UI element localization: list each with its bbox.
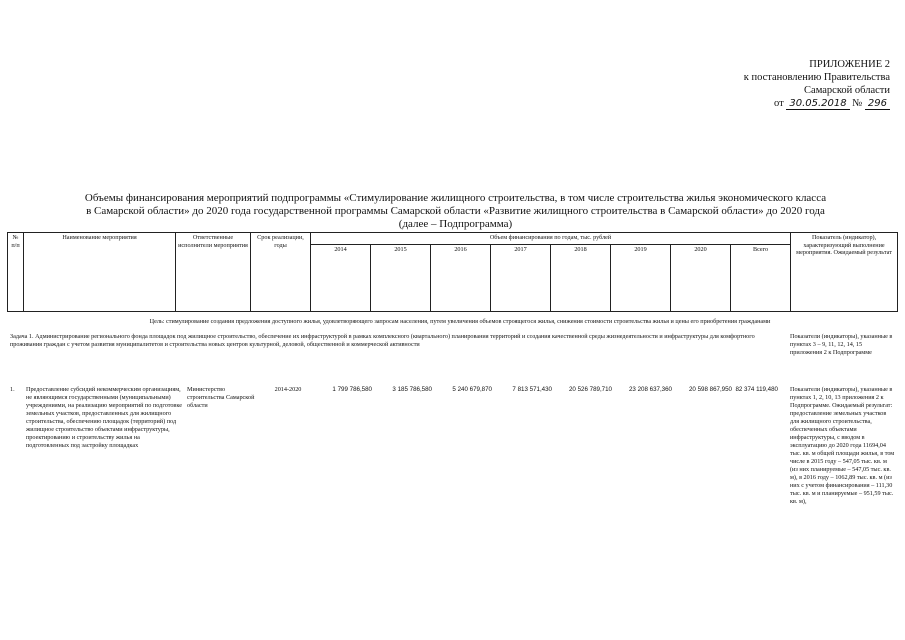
amount-2018: 20 526 789,710 (568, 386, 612, 393)
amount-2016: 5 240 679,870 (452, 386, 492, 393)
year-header: 2014 (311, 245, 371, 312)
goal-statement: Цель: стимулирование создания предложения доступного жилья, удовлетворяющего запросам населения, путем увеличения объемов строящегося жилья, снижения стоимости строительства жилья и цены его приобретения гражданами (149, 318, 771, 325)
task-1-indicator: Показатели (индикаторы), указанные в пунктах 3 – 9, 11, 12, 14, 15 приложения 2 к Подпрограмме (790, 333, 893, 356)
header-funding: Объем финансирования по годам, тыс. рублей (311, 233, 791, 245)
appendix-decree-line: к постановлению Правительства (743, 72, 890, 83)
title-line-1: Объемы финансирования мероприятий подпрограммы «Стимулирование жилищного строительства, в том числе строительства жилья экономического класса (84, 192, 827, 204)
decree-date: 30.05.2018 (786, 98, 849, 110)
amount-total: 82 374 119,480 (735, 386, 778, 393)
amount-2019: 23 208 637,360 (628, 386, 672, 393)
appendix-title: ПРИЛОЖЕНИЕ 2 (809, 59, 890, 70)
year-header: 2018 (551, 245, 611, 312)
row-1-indicator: Показатели (индикаторы), указанные в пунктах 1, 2, 10, 13 приложения 2 к Подпрограмме. Ожидаемый результат: предоставление земельных участков для жилищного строительства, обеспеченных объектами инфраструктуры, с вводом в эксплуатацию до 2020 года 11694,04 тыс. кв. м общей площади жилья, в том числе в 2015 году – 547,05 тыс. кв. м (из них планируемые – 547,05 тыс. кв. м), в 2016 году – 1062,89 тыс. кв. м (из них с учетом финансирования – 111,30 тыс. кв. м и планируемые – 951,59 тыс. кв. м), (790, 386, 895, 505)
title-line-2: в Самарской области» до 2020 года государственной программы Самарской области «Развитие жилищного строительства в Самарской области» до 2020 года (86, 205, 825, 217)
year-header: 2017 (491, 245, 551, 312)
amount-2020: 20 598 867,950 (688, 386, 732, 393)
year-header: 2020 (671, 245, 731, 312)
title-line-3: (далее – Подпрограмма) (398, 218, 513, 230)
row-1-period: 2014-2020 (274, 386, 302, 393)
amount-2017: 7 813 571,430 (512, 386, 552, 393)
amount-2015: 3 185 786,580 (392, 386, 432, 393)
year-header: 2019 (611, 245, 671, 312)
number-prefix: № (852, 98, 863, 109)
year-header: 2016 (431, 245, 491, 312)
total-header: Всего (731, 245, 791, 312)
document-title (28, 192, 883, 231)
year-header: 2015 (371, 245, 431, 312)
row-1-name: Предоставление субсидий некоммерческим организациям, не являющимся государственными (муниципальными) учреждениями, на реализацию мероприятий по подготовке земельных участков, предоставленных для жилищного строительства, обеспечению площадок (территорий) под жилищное строительство объектами инфраструктуры, проектированию и строительству жилья на подготовленных под застройку площадках (26, 386, 182, 449)
header-name: Наименование мероприятия (24, 233, 176, 312)
appendix-region-line: Самарской области (804, 85, 890, 96)
header-row (8, 233, 898, 245)
header-period: Срок реализации, годы (251, 233, 311, 312)
appendix-date-line (690, 97, 890, 110)
appendix-header (690, 58, 890, 110)
amount-2014: 1 799 786,580 (332, 386, 372, 393)
decree-number: 296 (865, 98, 890, 110)
funding-table (7, 232, 898, 312)
task-1-text: Задача 1. Администрирование регионального фонда площадок под жилищное строительство, обеспечение их инфраструктурой в рамках комплексного (квартального) планирования территорий и создания качественной среды жизнедеятельности и инфраструктуры для комфортного проживания граждан с учетом развития муниципалитетов и строительства новых центров культурной, деловой, общественной и коммерческой активности (10, 333, 755, 348)
row-1-responsible: Министерство строительства Самарской области (187, 386, 255, 409)
header-indicator: Показатель (индикатор), характеризующий выполнение мероприятия. Ожидаемый результат (791, 233, 898, 312)
date-prefix: от (774, 98, 784, 109)
header-responsible: Ответственные исполнители мероприятия (176, 233, 251, 312)
header-num: № п/п (8, 233, 24, 312)
row-1-number: 1. (10, 386, 15, 393)
